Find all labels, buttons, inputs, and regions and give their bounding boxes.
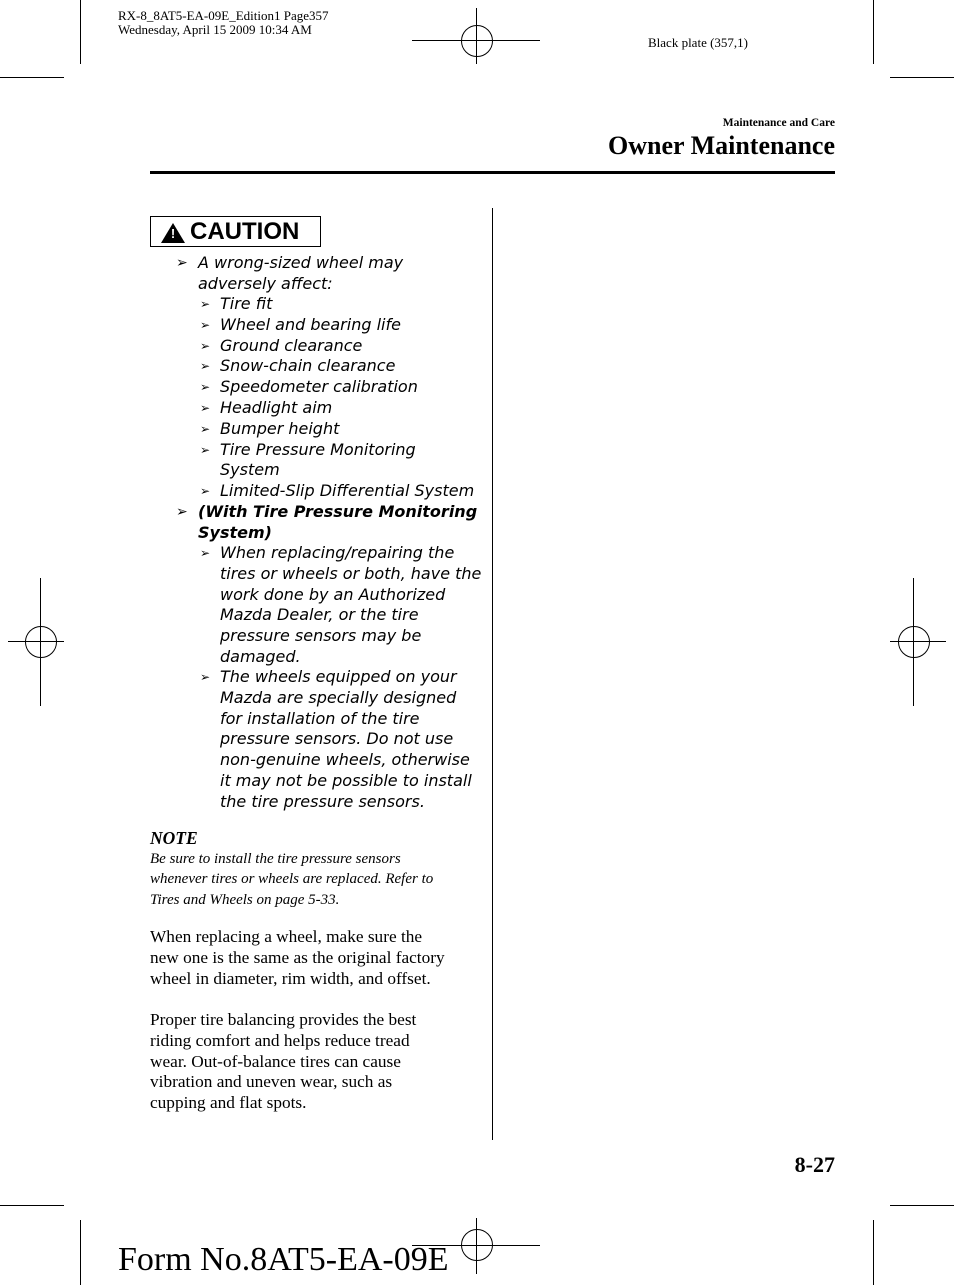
caution-bullet-wrong-size: ➢ A wrong-sized wheel may adversely affect: — [176, 253, 404, 293]
list-item: ➢ Speedometer calibration — [200, 377, 418, 397]
arrow-bullet-icon: ➢ — [200, 442, 211, 457]
list-item: ➢ Bumper height — [200, 418, 340, 438]
caution-box — [150, 216, 321, 247]
list-item-continuation: System — [220, 460, 280, 480]
list-item: ➢ Tire Pressure Monitoring — [200, 439, 416, 459]
list-item: ➢ Limited-Slip Differential System — [200, 481, 475, 501]
arrow-bullet-icon: ➢ — [200, 317, 211, 332]
paragraph-wheel-replacement: When replacing a wheel, make sure the new one is the same as the original factory wheel in diameter, rim width, and offset. — [150, 927, 445, 988]
paragraph-tire-balancing: Proper tire balancing provides the best riding comfort and helps reduce tread wear. Out-of-balance tires can cause vibration and uneven wear, such as cupping and flat spots. — [150, 1010, 417, 1113]
arrow-bullet-icon: ➢ — [200, 421, 211, 436]
list-item: ➢ Tire fit — [200, 294, 273, 313]
section-label: Maintenance and Care — [722, 117, 835, 129]
note-heading: NOTE — [150, 828, 198, 848]
arrow-bullet-icon: ➢ — [200, 297, 211, 311]
list-item: ➢ Headlight aim — [200, 397, 333, 417]
caution-label: CAUTION — [190, 218, 300, 245]
caution-bullet-tpms: ➢ (With Tire Pressure Monitoring System) — [176, 502, 478, 542]
print-date-line: Wednesday, April 15 2009 10:34 AM — [118, 22, 312, 37]
list-item: ➢ Snow-chain clearance — [200, 356, 396, 376]
column-divider — [492, 208, 493, 1140]
arrow-bullet-icon: ➢ — [200, 338, 211, 353]
affected-items-list — [200, 294, 475, 502]
arrow-bullet-icon: ➢ — [200, 380, 211, 395]
arrow-bullet-icon: ➢ — [200, 359, 211, 374]
arrow-bullet-icon: ➢ — [200, 400, 211, 415]
note-text: Be sure to install the tire pressure sensors whenever tires or wheels are replaced. Refer to Tires and Wheels on page 5-33. — [150, 851, 434, 908]
exclamation-icon: ! — [170, 226, 176, 241]
tpms-sub-item-replacing: ➢ When replacing/repairing the tires or wheels or both, have the work done by an Authorized Mazda Dealer, or the tire pressure sensors may be damaged. — [200, 543, 482, 666]
tpms-sub-item-wheels: ➢ The wheels equipped on your Mazda are specially designed for installation of the tire pressure sensors. Do not use non-genuine wheels, otherwise it may not be possible to install the tire pressure sensors. — [200, 667, 472, 811]
header-rule — [150, 171, 835, 174]
print-file-line: RX-8_8AT5-EA-09E_Edition1 Page357 — [118, 8, 329, 23]
list-item: ➢ Ground clearance — [200, 335, 363, 355]
arrow-bullet-icon: ➢ — [200, 670, 211, 684]
arrow-bullet-icon: ➢ — [176, 255, 188, 271]
arrow-bullet-icon: ➢ — [200, 546, 211, 560]
arrow-bullet-icon: ➢ — [176, 504, 188, 520]
form-number: Form No.8AT5-EA-09E — [118, 1241, 449, 1278]
plate-label: Black plate (357,1) — [648, 35, 748, 50]
arrow-bullet-icon: ➢ — [200, 484, 211, 499]
page-title: Owner Maintenance — [608, 131, 835, 160]
list-item: ➢ Wheel and bearing life — [200, 314, 401, 334]
page-number: 8-27 — [794, 1152, 835, 1177]
